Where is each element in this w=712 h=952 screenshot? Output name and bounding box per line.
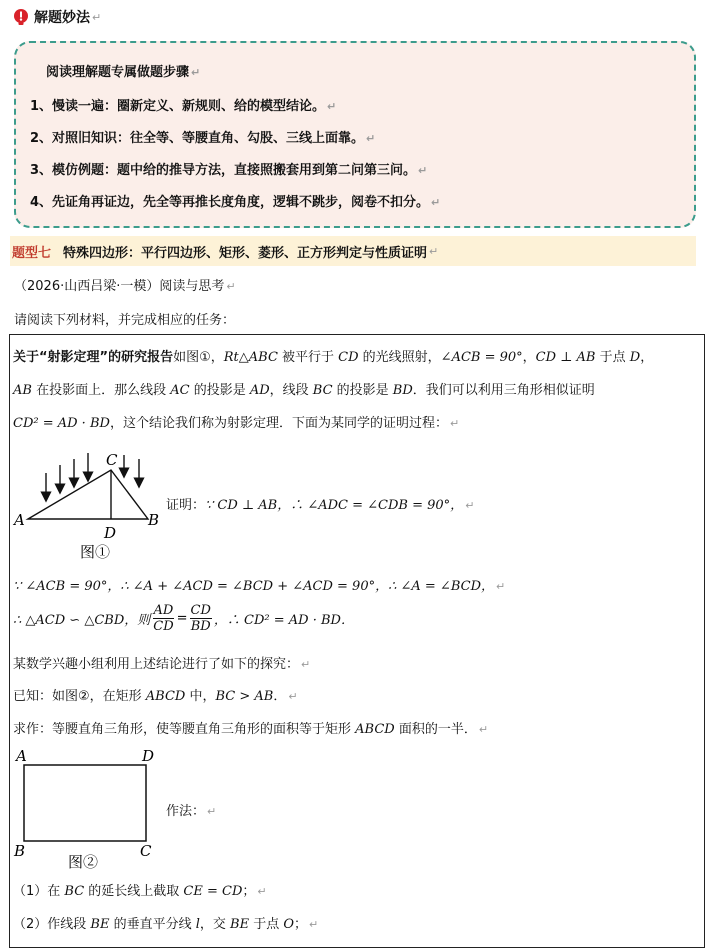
section-label: 题型七 <box>12 245 52 261</box>
construct-step-1: （1）在 BC 的延长线上截取 CE = CD； ↵ <box>13 884 267 899</box>
figure-2-caption: 图② <box>68 853 99 871</box>
method-box <box>14 41 696 228</box>
section-bar: 题型七 特殊四边形：平行四边形、矩形、菱形、正方形判定与性质证明 ↵ <box>10 236 696 266</box>
method-box-title: 阅读理解题专属做题步骤 ↵ <box>46 65 201 80</box>
report-title: 关于“射影定理”的研究报告 <box>13 350 174 365</box>
alert-bulb-icon <box>12 8 30 26</box>
label-c: C <box>106 451 118 469</box>
method-step: 4、先证角再证边，先全等再推长度角度，逻辑不跳步，阅卷不扣分。 ↵ <box>30 195 441 210</box>
reading-material-frame <box>9 334 705 948</box>
explore-text: 某数学兴趣小组利用上述结论进行了如下的探究： ↵ <box>13 657 311 672</box>
method-step: 3、模仿例题：题中给的推导方法，直接照搬套用到第二问第三问。 ↵ <box>30 163 428 178</box>
section-header <box>12 6 101 28</box>
fraction-cd-bd: $\frac{CD}{BD}$ <box>190 603 211 634</box>
proof-line-2: ∵ ∠ACB = 90°，∴ ∠A + ∠ACD = ∠BCD + ∠ACD = 90°，∴ ∠A = ∠BCD， ↵ <box>13 579 506 594</box>
section-title: 特殊四边形：平行四边形、矩形、菱形、正方形判定与性质证明 <box>63 245 428 261</box>
rectangle-abcd <box>24 765 146 841</box>
header-title: 解题妙法 <box>34 10 90 26</box>
label-a: A <box>14 511 25 529</box>
label-b: B <box>148 511 160 529</box>
construct-task-text: 求作：等腰直角三角形，使等腰直角三角形的面积等于矩形 ABCD 面积的一半． ↵ <box>13 722 489 737</box>
label-b: B <box>14 842 26 860</box>
known-text: 已知：如图②，在矩形 ABCD 中，BC > AB． ↵ <box>13 689 298 704</box>
construct-step-2: （2）作线段 BE 的垂直平分线 l，交 BE 于点 O； ↵ <box>13 917 319 932</box>
figure-1 <box>12 443 170 563</box>
figure-1-caption: 图① <box>80 543 111 561</box>
method-step: 2、对照旧知识：往全等、等腰直角、勾股、三线上面靠。 ↵ <box>30 131 376 146</box>
report-line-2: AB 在投影面上．那么线段 AC 的投影是 AD，线段 BC 的投影是 BD．我们可以利用三角形相似证明 <box>13 383 595 398</box>
report-line-1: 关于“射影定理”的研究报告如图①，Rt△ABC 被平行于 CD 的光线照射，∠ACB = 90°，CD ⊥ AB 于点 D， <box>13 350 654 365</box>
problem-source: （2026·山西吕梁·一模）阅读与思考 ↵ <box>14 279 236 294</box>
fraction-ad-cd: $\frac{AD}{CD}$ <box>153 603 174 634</box>
label-d: D <box>104 524 117 542</box>
figure-2 <box>12 743 170 871</box>
method-label: 作法： ↵ <box>166 804 217 819</box>
proof-line-3: ∴ △ACD ∽ △CBD，则 $\frac{AD}{CD}$ = $\frac{CD}{BD}$ ，∴ CD² = AD · BD． <box>13 603 354 634</box>
label-d: D <box>142 747 155 765</box>
problem-instruction: 请阅读下列材料，并完成相应的任务： <box>14 313 236 328</box>
method-step: 1、慢读一遍：圈新定义、新规则、给的模型结论。 ↵ <box>30 99 337 114</box>
label-a: A <box>16 747 27 765</box>
proof-intro: 证明：∵ CD ⊥ AB，∴ ∠ADC = ∠CDB = 90°， ↵ <box>166 498 475 513</box>
label-c: C <box>140 842 152 860</box>
return-mark: ↵ <box>92 10 102 24</box>
report-line-3: CD² = AD · BD，这个结论我们称为射影定理．下面为某同学的证明过程： ↵ <box>13 416 460 431</box>
